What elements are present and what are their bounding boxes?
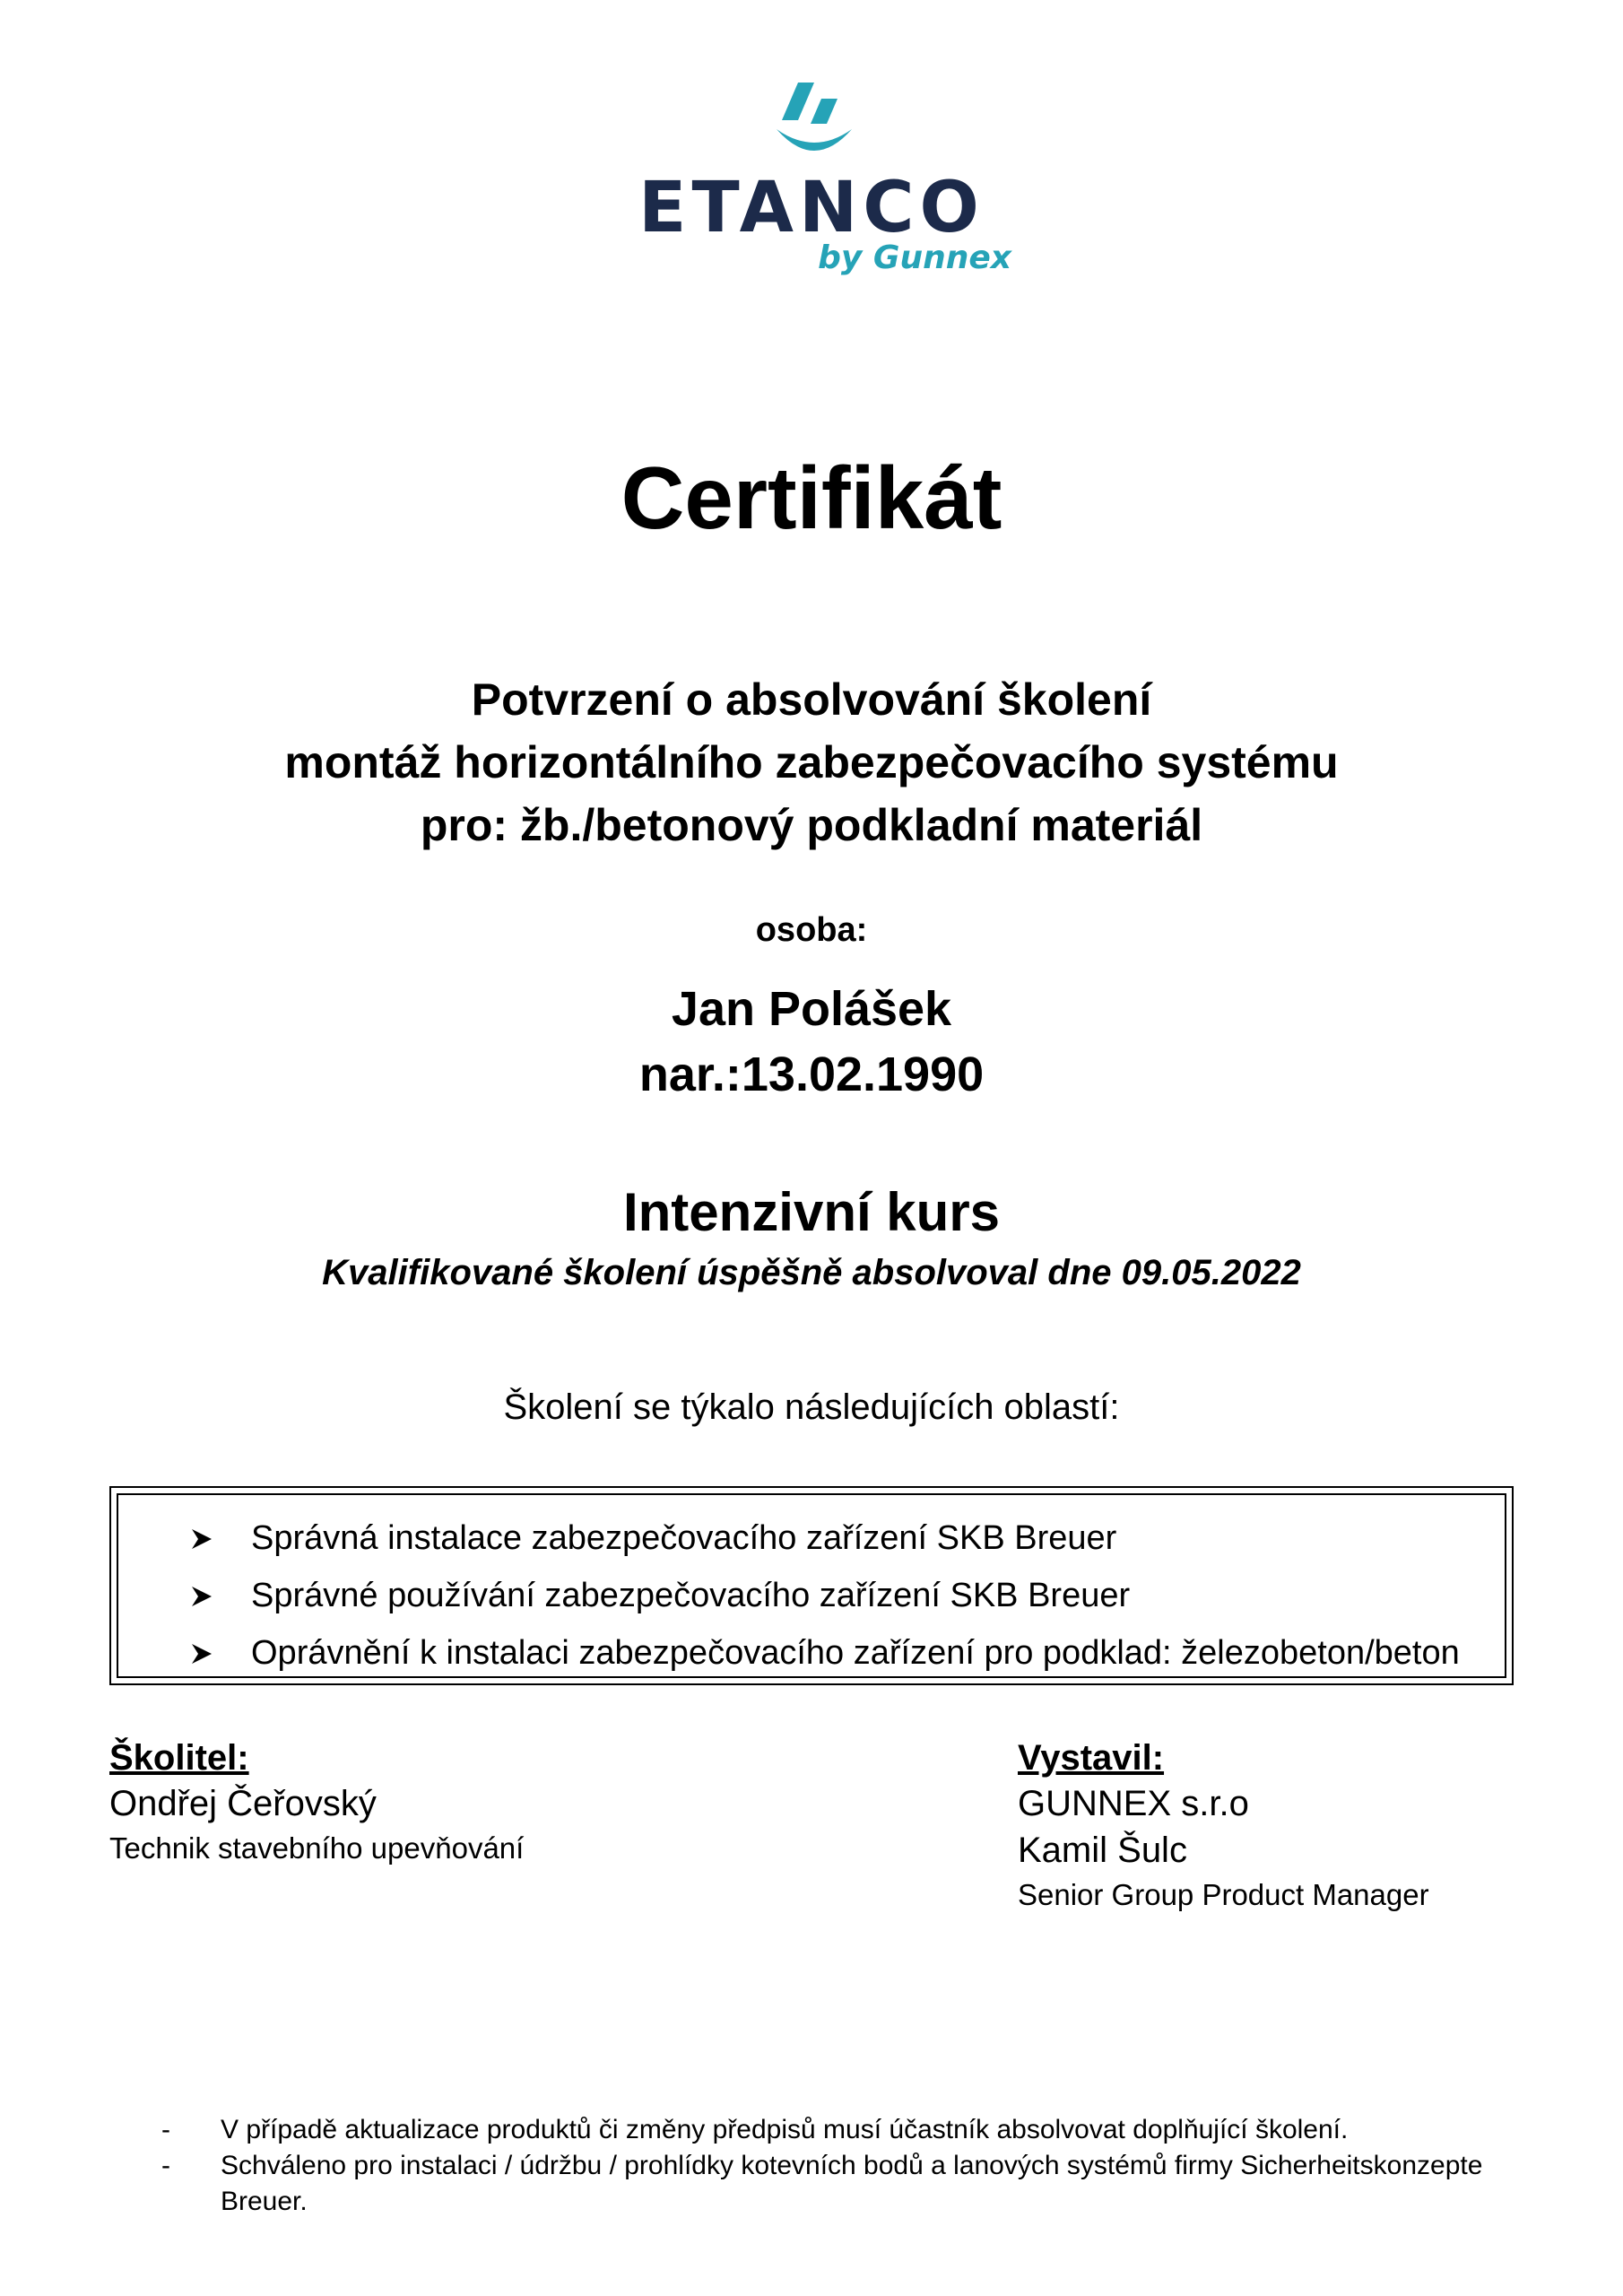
certificate-title: Certifikát bbox=[621, 448, 1002, 547]
areas-intro: Školení se týkalo následujících oblastí: bbox=[503, 1387, 1120, 1427]
issuer-company: GUNNEX s.r.o bbox=[1018, 1784, 1249, 1823]
footnote-bullet: - bbox=[161, 2151, 170, 2180]
issuer-heading: Vystavil: bbox=[1018, 1738, 1165, 1778]
logo-tagline: by Gunnex bbox=[818, 239, 1011, 276]
arrow-bullet-icon bbox=[190, 1527, 213, 1551]
course-title: Intenzivní kurs bbox=[622, 1182, 1001, 1242]
area-item-text: Oprávnění k instalaci zabezpečovacího zařízení pro podklad: železobeton/beton bbox=[251, 1634, 1460, 1672]
etanco-logo bbox=[610, 79, 1013, 285]
trainer-heading: Školitel: bbox=[109, 1738, 249, 1778]
course-completion-note: Kvalifikované školení úspěšně absolvoval dne 09.05.2022 bbox=[322, 1253, 1301, 1292]
trainer-section bbox=[109, 1735, 524, 1870]
areas-box-inner-border bbox=[117, 1493, 1506, 1678]
person-birth-date: nar.:13.02.1990 bbox=[638, 1048, 985, 1101]
issuer-role: Senior Group Product Manager bbox=[1018, 1878, 1429, 1911]
person-name: Jan Polášek bbox=[671, 982, 952, 1036]
trainer-role: Technik stavebního upevňování bbox=[109, 1831, 525, 1865]
arrow-bullet-icon bbox=[190, 1585, 213, 1608]
area-item-text: Správná instalace zabezpečovacího zařízení SKB Breuer bbox=[251, 1519, 1117, 1557]
area-item-text: Správné používání zabezpečovacího zařízení SKB Breuer bbox=[251, 1577, 1131, 1614]
footnote-item bbox=[161, 2148, 1524, 2220]
issuer-name: Kamil Šulc bbox=[1018, 1831, 1187, 1870]
subtitle-line-1: Potvrzení o absolvování školení bbox=[471, 674, 1152, 725]
footnote-text: V případě aktualizace produktů či změny předpisů musí účastník absolvovat doplňující školení. bbox=[221, 2115, 1349, 2144]
subtitle-line-2: montáž horizontálního zabezpečovacího systému bbox=[284, 737, 1339, 787]
arrow-bullet-icon bbox=[190, 1642, 213, 1665]
footnote-item bbox=[161, 2112, 1524, 2148]
trainer-name: Ondřej Čeřovský bbox=[109, 1784, 377, 1823]
subtitle-line-3: pro: žb./betonový podkladní materiál bbox=[420, 800, 1203, 850]
etanco-mark-icon bbox=[771, 79, 857, 169]
logo-brand-text: ETANCO bbox=[638, 168, 985, 248]
areas-box bbox=[109, 1486, 1514, 1685]
footnote-text: Schváleno pro instalaci / údržbu / prohlídky kotevních bodů a lanových systémů firmy Sicherheitskonzepte Breuer. bbox=[221, 2151, 1483, 2216]
footnote-bullet: - bbox=[161, 2115, 170, 2144]
issuer-section bbox=[1018, 1735, 1429, 1917]
person-label: osoba: bbox=[755, 911, 868, 949]
footnotes bbox=[161, 2112, 1524, 2220]
